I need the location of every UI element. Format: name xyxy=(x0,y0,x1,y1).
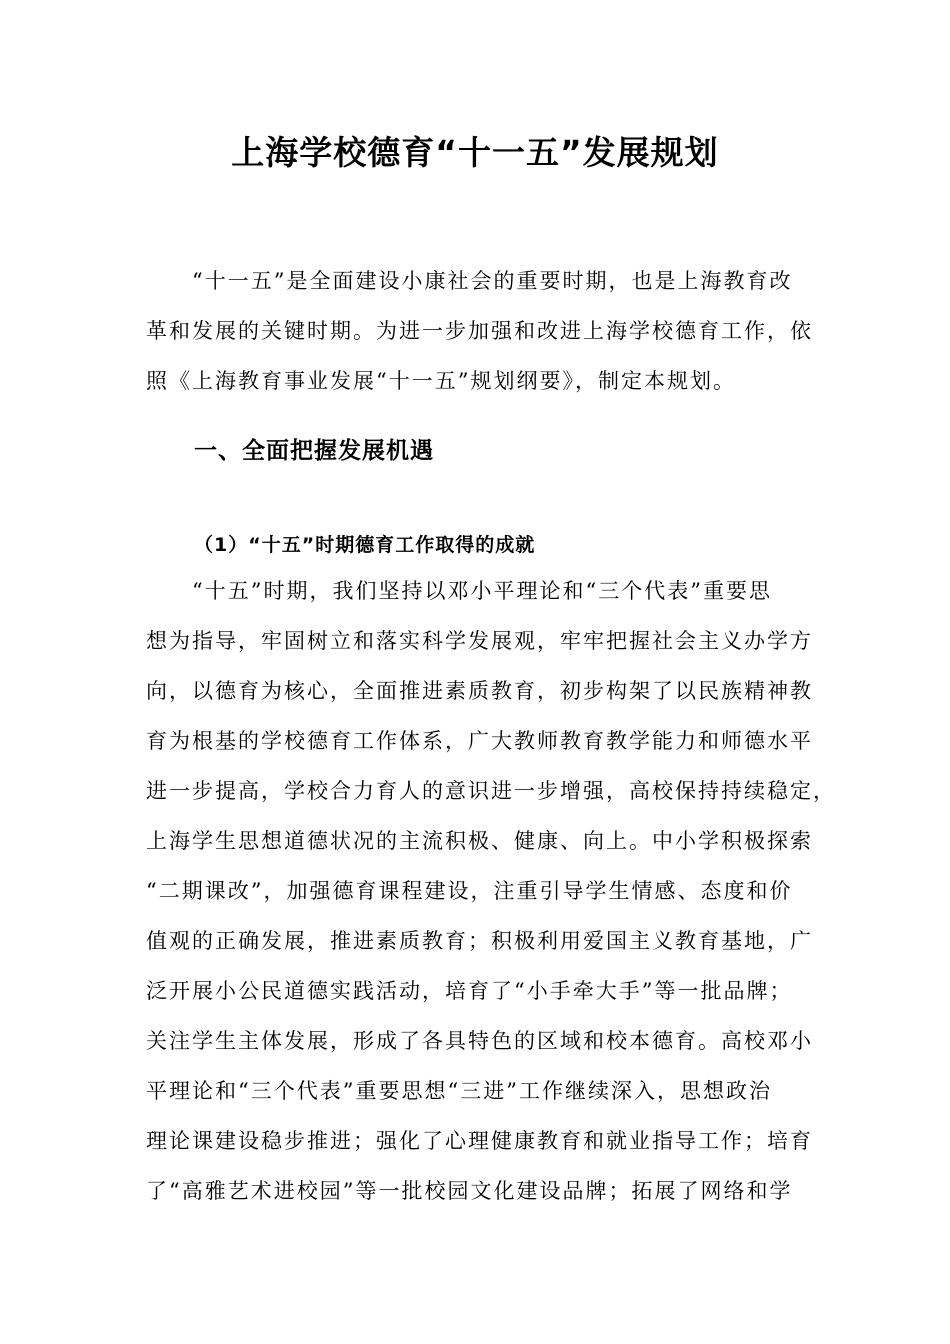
paragraph-line: 想为指导，牢固树立和落实科学发展观，牢牢把握社会主义办学方 xyxy=(146,629,813,653)
paragraph-line: 革和发展的关键时期。为进一步加强和改进上海学校德育工作，依 xyxy=(146,319,813,343)
body-paragraph xyxy=(146,566,836,1216)
paragraph-line: “十一五”是全面建设小康社会的重要时期，也是上海教育改 xyxy=(192,269,793,293)
paragraph-line: 育为根基的学校德育工作体系，广大教师教育教学能力和师德水平 xyxy=(146,729,813,753)
paragraph-line: 关注学生主体发展，形成了各具特色的区域和校本德育。高校邓小 xyxy=(146,1029,813,1053)
document-title: 上海学校德育“十一五”发展规划 xyxy=(231,133,719,172)
paragraph-line: 上海学生思想道德状况的主流积极、健康、向上。中小学积极探索 xyxy=(146,829,813,853)
paragraph-line: 进一步提高，学校合力育人的意识进一步增强，高校保持持续稳定， xyxy=(146,779,836,803)
paragraph-line: “十五”时期，我们坚持以邓小平理论和“三个代表”重要思 xyxy=(192,579,772,603)
paragraph-line: 照《上海教育事业发展“十一五”规划纲要》，制定本规划。 xyxy=(146,369,736,393)
section-heading: 一、全面把握发展机遇 xyxy=(194,438,434,464)
paragraph-line: 值观的正确发展，推进素质教育；积极利用爱国主义教育基地，广 xyxy=(146,929,813,953)
paragraph-line: 了“高雅艺术进校园”等一批校园文化建设品牌；拓展了网络和学 xyxy=(146,1179,793,1203)
subsection-heading: （1）“十五”时期德育工作取得的成就 xyxy=(194,534,536,556)
paragraph-line: 理论课建设稳步推进；强化了心理健康教育和就业指导工作；培育 xyxy=(146,1129,813,1153)
paragraph-line: “二期课改”，加强德育课程建设，注重引导学生情感、态度和价 xyxy=(146,879,793,903)
intro-paragraph xyxy=(146,256,818,406)
paragraph-line: 向，以德育为核心，全面推进素质教育，初步构架了以民族精神教 xyxy=(146,679,813,703)
paragraph-line: 平理论和“三个代表”重要思想“三进”工作继续深入，思想政治 xyxy=(146,1079,772,1103)
paragraph-line: 泛开展小公民道德实践活动，培育了“小手牵大手”等一批品牌； xyxy=(146,979,793,1003)
